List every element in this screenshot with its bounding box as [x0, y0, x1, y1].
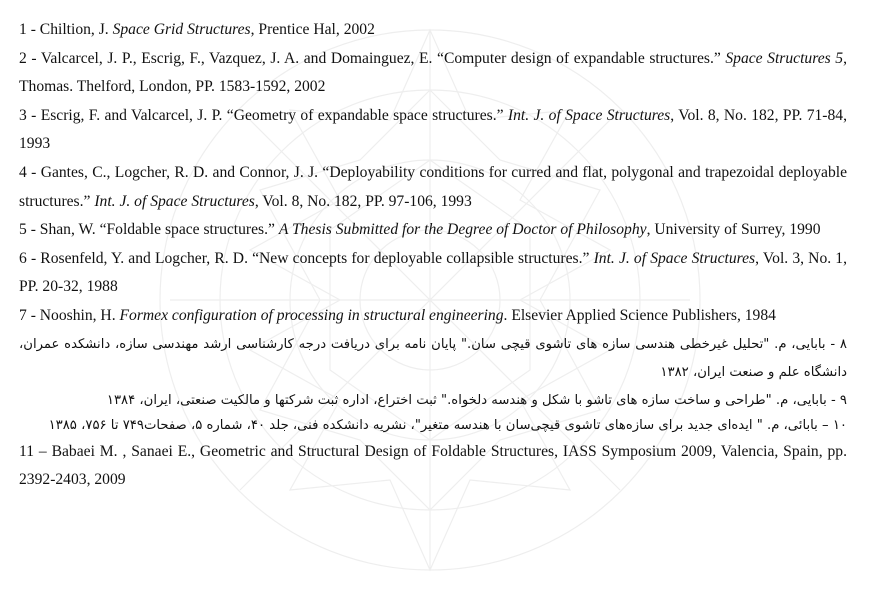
reference-item [19, 245, 847, 302]
reference-text: , Vol. 8, No. 182, PP. 71-84, 1993 [19, 106, 847, 153]
reference-text: 1 - Chiltion, J. [19, 21, 113, 38]
reference-italic-text: Formex configuration of processing in structural engineering [119, 306, 504, 324]
reference-text: . Elsevier Applied Science Publishers, 1984 [503, 306, 776, 324]
reference-item [19, 413, 847, 438]
reference-list [19, 16, 847, 495]
reference-text: ۱۰ – بابائی، م. " ایده‌ای جدید برای سازه‌های تاشوی قیچی‌سان با هندسه متغیر"، نشریه دانشکده فنی، جلد ۴۰، شماره ۵، صفحات۷۴۹ تا ۷۵۶، ۱۳۸۵ [48, 417, 847, 433]
reference-text: 7 - Nooshin, H. [19, 306, 120, 324]
reference-italic-text: Int. J. of Space Structures [507, 106, 671, 124]
reference-text: 6 - Rosenfeld, Y. and Logcher, R. D. “New concepts for deployable collapsible structures.” [19, 249, 594, 267]
reference-italic-text: Space Grid Structures [112, 21, 251, 38]
reference-italic-text: Space Structures 5 [725, 49, 844, 67]
reference-item [19, 438, 847, 495]
reference-text: , Vol. 3, No. 1, PP. 20-32, 1988 [19, 249, 847, 296]
reference-item [19, 388, 847, 413]
reference-text: , Prentice Hal, 2002 [250, 21, 375, 38]
reference-item [19, 102, 847, 159]
reference-text: ۸ - بابایی، م. "تحلیل غیرخطی هندسی سازه های تاشوی قیچی سان." پایان نامه برای دریافت درجه کارشناسی ارشد مهندسی سازه، دانشکده عمران، دانشگاه علم و صنعت ایران، ۱۳۸۲ [19, 336, 847, 381]
reference-item [19, 45, 847, 102]
reference-item [19, 302, 847, 331]
reference-item [19, 16, 847, 45]
reference-italic-text: A Thesis Submitted for the Degree of Doctor of Philosophy [278, 221, 647, 239]
reference-text: 4 - Gantes, C., Logcher, R. D. and Connor, J. J. “Deployability conditions for curred and flat, polygonal and trapezoidal deployable structures.” [19, 163, 847, 210]
reference-italic-text: Int. J. of Space Structures [593, 249, 756, 267]
reference-item [19, 331, 847, 388]
reference-text: 11 – Babaei M. , Sanaei E., Geometric and Structural Design of Foldable Structures, IASS Symposium 2009, Valencia, Spain, pp. 2392-2403, 2009 [19, 442, 847, 489]
reference-text: 3 - Escrig, F. and Valcarcel, J. P. “Geometry of expandable space structures.” [19, 106, 508, 124]
reference-italic-text: Int. J. of Space Structures [94, 192, 255, 210]
reference-item [19, 159, 847, 216]
reference-text: , Vol. 8, No. 182, PP. 97-106, 1993 [254, 192, 472, 210]
reference-text: 5 - Shan, W. “Foldable space structures.” [19, 221, 279, 239]
reference-text: , University of Surrey, 1990 [646, 221, 821, 239]
reference-text: , Thomas. Thelford, London, PP. 1583-1592, 2002 [19, 49, 847, 96]
reference-text: ۹ - بابایی، م. "طراحی و ساخت سازه های تاشو با شکل و هندسه دلخواه." ثبت اختراع، اداره ثبت شرکتها و مالکیت صنعتی، ایران، ۱۳۸۴ [106, 392, 847, 408]
reference-item [19, 216, 847, 245]
reference-text: 2 - Valcarcel, J. P., Escrig, F., Vazquez, J. A. and Domainguez, E. “Computer design of expandable structures.” [19, 49, 726, 67]
